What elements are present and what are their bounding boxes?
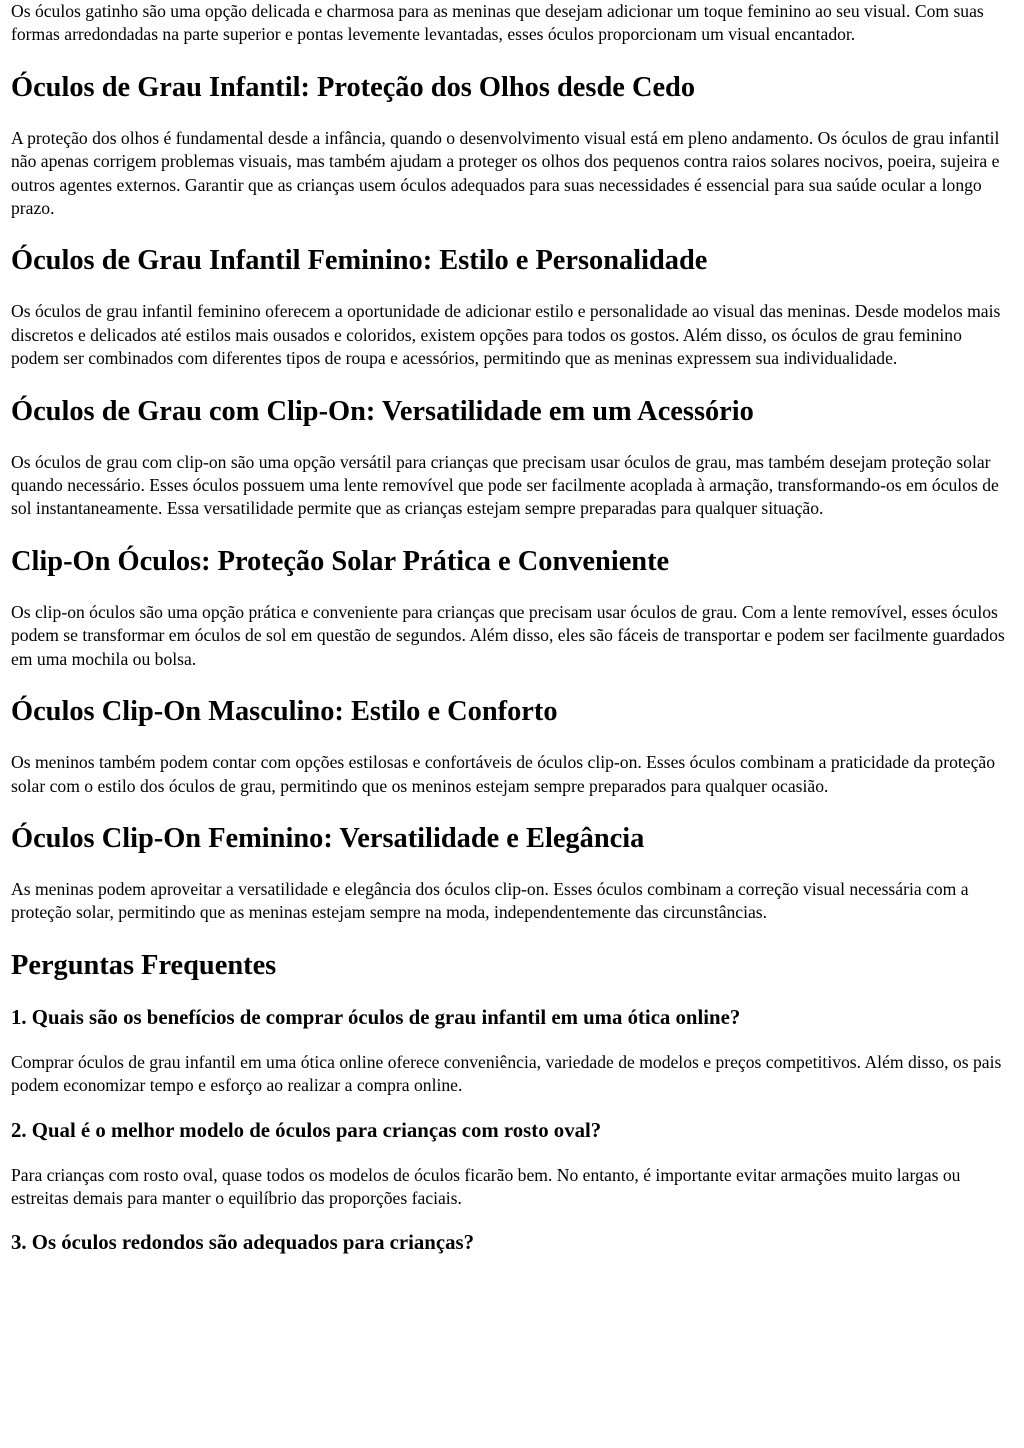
intro-paragraph: Os óculos gatinho são uma opção delicada e charmosa para as meninas que desejam adicionar um toque feminino ao seu visual. Com suas formas arredondadas na parte superior e pontas levemente levantadas, esses óculos proporcionam um visual encantador. [11,1,984,45]
faq-title: Perguntas Frequentes [11,949,277,981]
faq-answer: Para crianças com rosto oval, quase todos os modelos de óculos ficarão bem. No entanto, é importante evitar armações muito largas ou estreitas demais para manter o equilíbrio das proporções faciais. [11,1164,961,1208]
section-heading: Óculos Clip-On Masculino: Estilo e Conforto [11,696,558,728]
section-heading: Óculos Clip-On Feminino: Versatilidade e Elegância [11,822,645,854]
section-paragraph: Os óculos de grau infantil feminino oferecem a oportunidade de adicionar estilo e personalidade ao visual das meninas. Desde modelos mais discretos e delicados até estilos mais ousados e coloridos, existem opções para todos os gostos. Além disso, os óculos de grau feminino podem ser combinados com diferentes tipos de roupa e acessórios, permitindo que as meninas expressem sua individualidade. [11,301,1001,369]
section-heading: Óculos de Grau Infantil Feminino: Estilo e Personalidade [11,245,708,277]
section-paragraph: Os meninos também podem contar com opções estilosas e confortáveis de óculos clip-on. Esses óculos combinam a praticidade da proteção solar com o estilo dos óculos de grau, permitindo que os meninos estejam sempre preparados para qualquer ocasião. [11,752,995,796]
section-paragraph: A proteção dos olhos é fundamental desde a infância, quando o desenvolvimento visual está em pleno andamento. Os óculos de grau infantil não apenas corrigem problemas visuais, mas também ajudam a proteger os olhos dos pequenos contra raios solares nocivos, poeira, sujeira e outros agentes externos. Garantir que as crianças usem óculos adequados para suas necessidades é essencial para sua saúde ocular a longo prazo. [11,127,1000,219]
section-heading: Óculos de Grau com Clip-On: Versatilidade em um Acessório [11,395,754,427]
faq-question: 3. Os óculos redondos são adequados para crianças? [11,1231,474,1255]
faq-question: 2. Qual é o melhor modelo de óculos para crianças com rosto oval? [11,1118,602,1142]
section-heading: Óculos de Grau Infantil: Proteção dos Olhos desde Cedo [11,71,696,103]
section-heading: Clip-On Óculos: Proteção Solar Prática e Conveniente [11,545,670,577]
section-paragraph: As meninas podem aproveitar a versatilidade e elegância dos óculos clip-on. Esses óculos combinam a correção visual necessária com a proteção solar, permitindo que as meninas estejam sempre na moda, independentemente das circunstâncias. [11,878,969,923]
faq-answer: Comprar óculos de grau infantil em uma ótica online oferece conveniência, variedade de modelos e preços competitivos. Além disso, os pais podem economizar tempo e esforço ao realizar a compra online. [11,1051,1002,1096]
section-paragraph: Os óculos de grau com clip-on são uma opção versátil para crianças que precisam usar óculos de grau, mas também desejam proteção solar quando necessário. Esses óculos possuem uma lente removível que pode ser facilmente acoplada à armação, transformando-os em óculos de sol instantaneamente. Essa versatilidade permite que as crianças estejam sempre preparadas para qualquer situação. [11,451,999,519]
section-paragraph: Os clip-on óculos são uma opção prática e conveniente para crianças que precisam usar óculos de grau. Com a lente removível, esses óculos podem se transformar em óculos de sol em questão de segundos. Além disso, eles são fáceis de transportar e podem ser facilmente guardados em uma mochila ou bolsa. [11,601,1005,669]
faq-question: 1. Quais são os benefícios de comprar óculos de grau infantil em uma ótica online? [11,1005,741,1029]
